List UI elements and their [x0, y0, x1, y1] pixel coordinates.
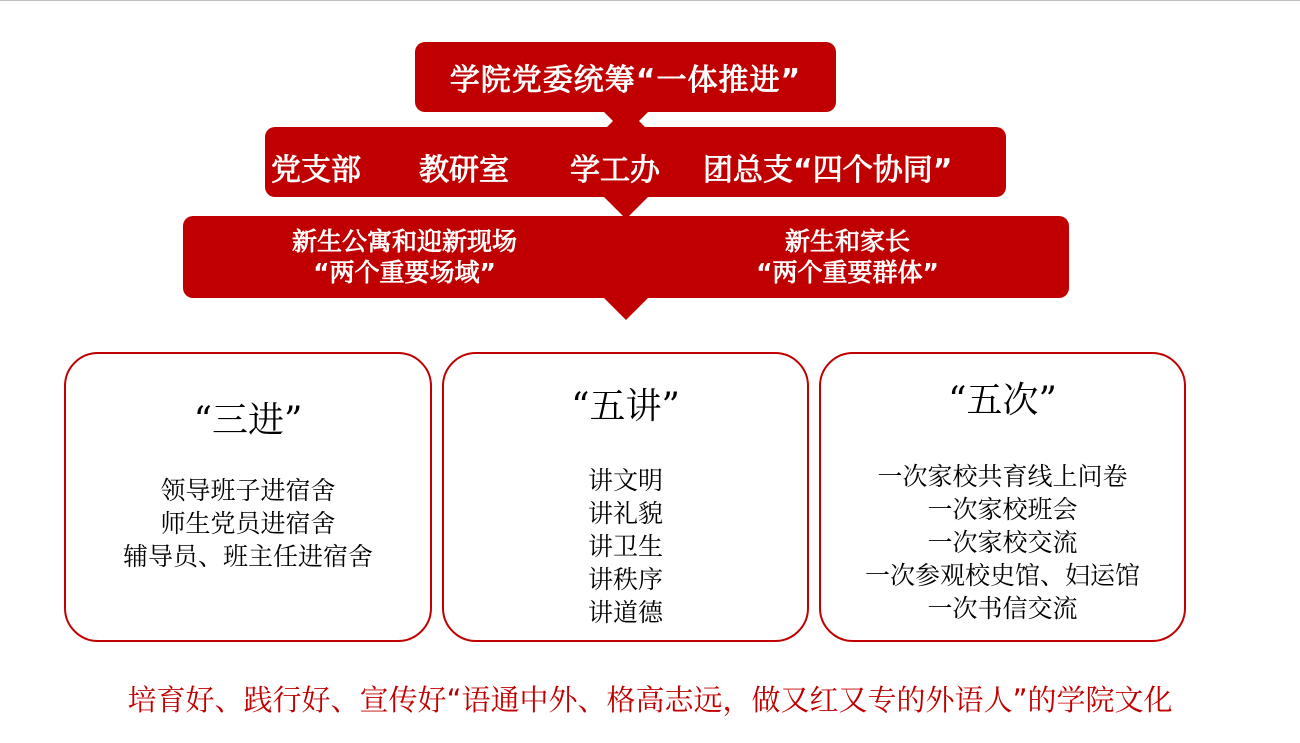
card-item: 一次家校交流 — [927, 528, 1078, 557]
card-title: “三进” — [193, 400, 303, 441]
card-item: 一次书信交流 — [927, 594, 1078, 623]
level2-item-youth-league: 团总支“四个协同” — [703, 153, 953, 188]
card-item: 一次参观校史馆、妇运馆 — [864, 561, 1140, 590]
level2-box — [265, 127, 1006, 197]
card-title: “五次” — [948, 380, 1057, 421]
card-title: “五讲” — [571, 386, 680, 427]
level1-label: 学院党委统筹“一体推进” — [449, 63, 802, 98]
card-item: 一次家校共育线上问卷 — [877, 462, 1128, 491]
top-rule — [0, 0, 1300, 1]
card-item: 讲礼貌 — [587, 499, 663, 528]
card-item: 领导班子进宿舍 — [160, 476, 336, 505]
card-item: 讲道德 — [587, 598, 663, 627]
card-item: 讲文明 — [587, 466, 663, 495]
level2-item-student-affairs: 学工办 — [570, 153, 660, 188]
level2-item-teaching-office: 教研室 — [419, 153, 509, 188]
card-five-times — [819, 352, 1186, 642]
footer-slogan: 培育好、践行好、宣传好“语通中外、格高志远，做又红又专的外语人”的学院文化 — [127, 683, 1173, 717]
arrow-down-3 — [604, 298, 648, 320]
level3-right-line2: “两个重要群体” — [756, 258, 939, 287]
level3-left-line1: 新生公寓和迎新现场 — [291, 227, 517, 256]
card-item: 一次家校班会 — [927, 495, 1078, 524]
card-item: 师生党员进宿舍 — [160, 509, 336, 538]
level3-left — [183, 226, 626, 288]
card-item: 讲秩序 — [587, 565, 663, 594]
level2-item-party-branch: 党支部 — [271, 153, 361, 188]
card-items — [66, 474, 430, 573]
card-item: 讲卫生 — [587, 532, 663, 561]
card-item: 辅导员、班主任进宿舍 — [122, 542, 373, 571]
level3-box — [183, 216, 1069, 298]
level1-box — [415, 42, 836, 112]
card-three-entries — [64, 352, 432, 642]
level3-right — [626, 226, 1069, 288]
card-items — [821, 460, 1184, 625]
card-five-talks — [442, 352, 809, 642]
level3-left-line2: “两个重要场域” — [313, 258, 496, 287]
level3-right-line1: 新生和家长 — [784, 227, 910, 256]
card-items — [444, 464, 807, 629]
